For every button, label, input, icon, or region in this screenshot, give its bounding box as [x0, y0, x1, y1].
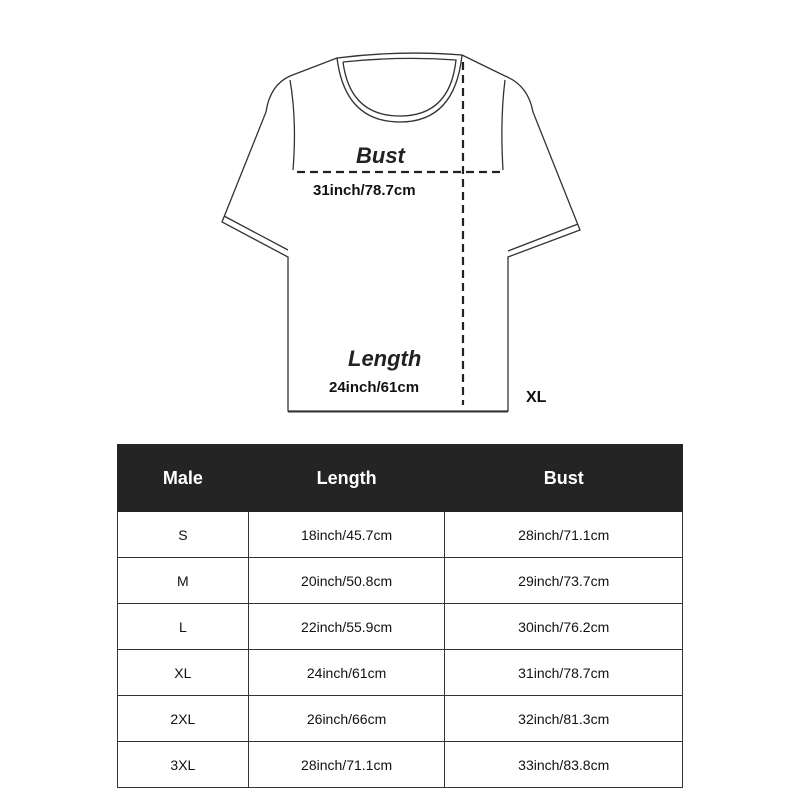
cell-length: 28inch/71.1cm [248, 742, 445, 788]
table-row [118, 650, 683, 696]
table-row [118, 696, 683, 742]
cell-length: 26inch/66cm [248, 696, 445, 742]
table-row [118, 604, 683, 650]
bust-value: 31inch/78.7cm [313, 182, 416, 199]
cell-bust: 29inch/73.7cm [445, 558, 683, 604]
cell-size: L [118, 604, 249, 650]
collar [337, 53, 462, 122]
cell-size: S [118, 512, 249, 558]
header-length: Length [248, 445, 445, 512]
cell-bust: 28inch/71.1cm [445, 512, 683, 558]
header-bust: Bust [445, 445, 683, 512]
cell-length: 24inch/61cm [248, 650, 445, 696]
cell-size: XL [118, 650, 249, 696]
table-row [118, 558, 683, 604]
header-male: Male [118, 445, 249, 512]
cell-bust: 32inch/81.3cm [445, 696, 683, 742]
cell-length: 20inch/50.8cm [248, 558, 445, 604]
cell-size: 3XL [118, 742, 249, 788]
table-row [118, 512, 683, 558]
size-label: XL [526, 389, 547, 406]
length-label: Length [348, 346, 422, 371]
cell-bust: 31inch/78.7cm [445, 650, 683, 696]
table-row [118, 742, 683, 788]
cell-bust: 30inch/76.2cm [445, 604, 683, 650]
size-table [117, 444, 683, 788]
bust-label: Bust [356, 143, 405, 168]
table-header [118, 445, 683, 512]
cell-length: 22inch/55.9cm [248, 604, 445, 650]
cell-size: M [118, 558, 249, 604]
length-value: 24inch/61cm [329, 379, 420, 396]
cell-size: 2XL [118, 696, 249, 742]
cell-bust: 33inch/83.8cm [445, 742, 683, 788]
cell-length: 18inch/45.7cm [248, 512, 445, 558]
